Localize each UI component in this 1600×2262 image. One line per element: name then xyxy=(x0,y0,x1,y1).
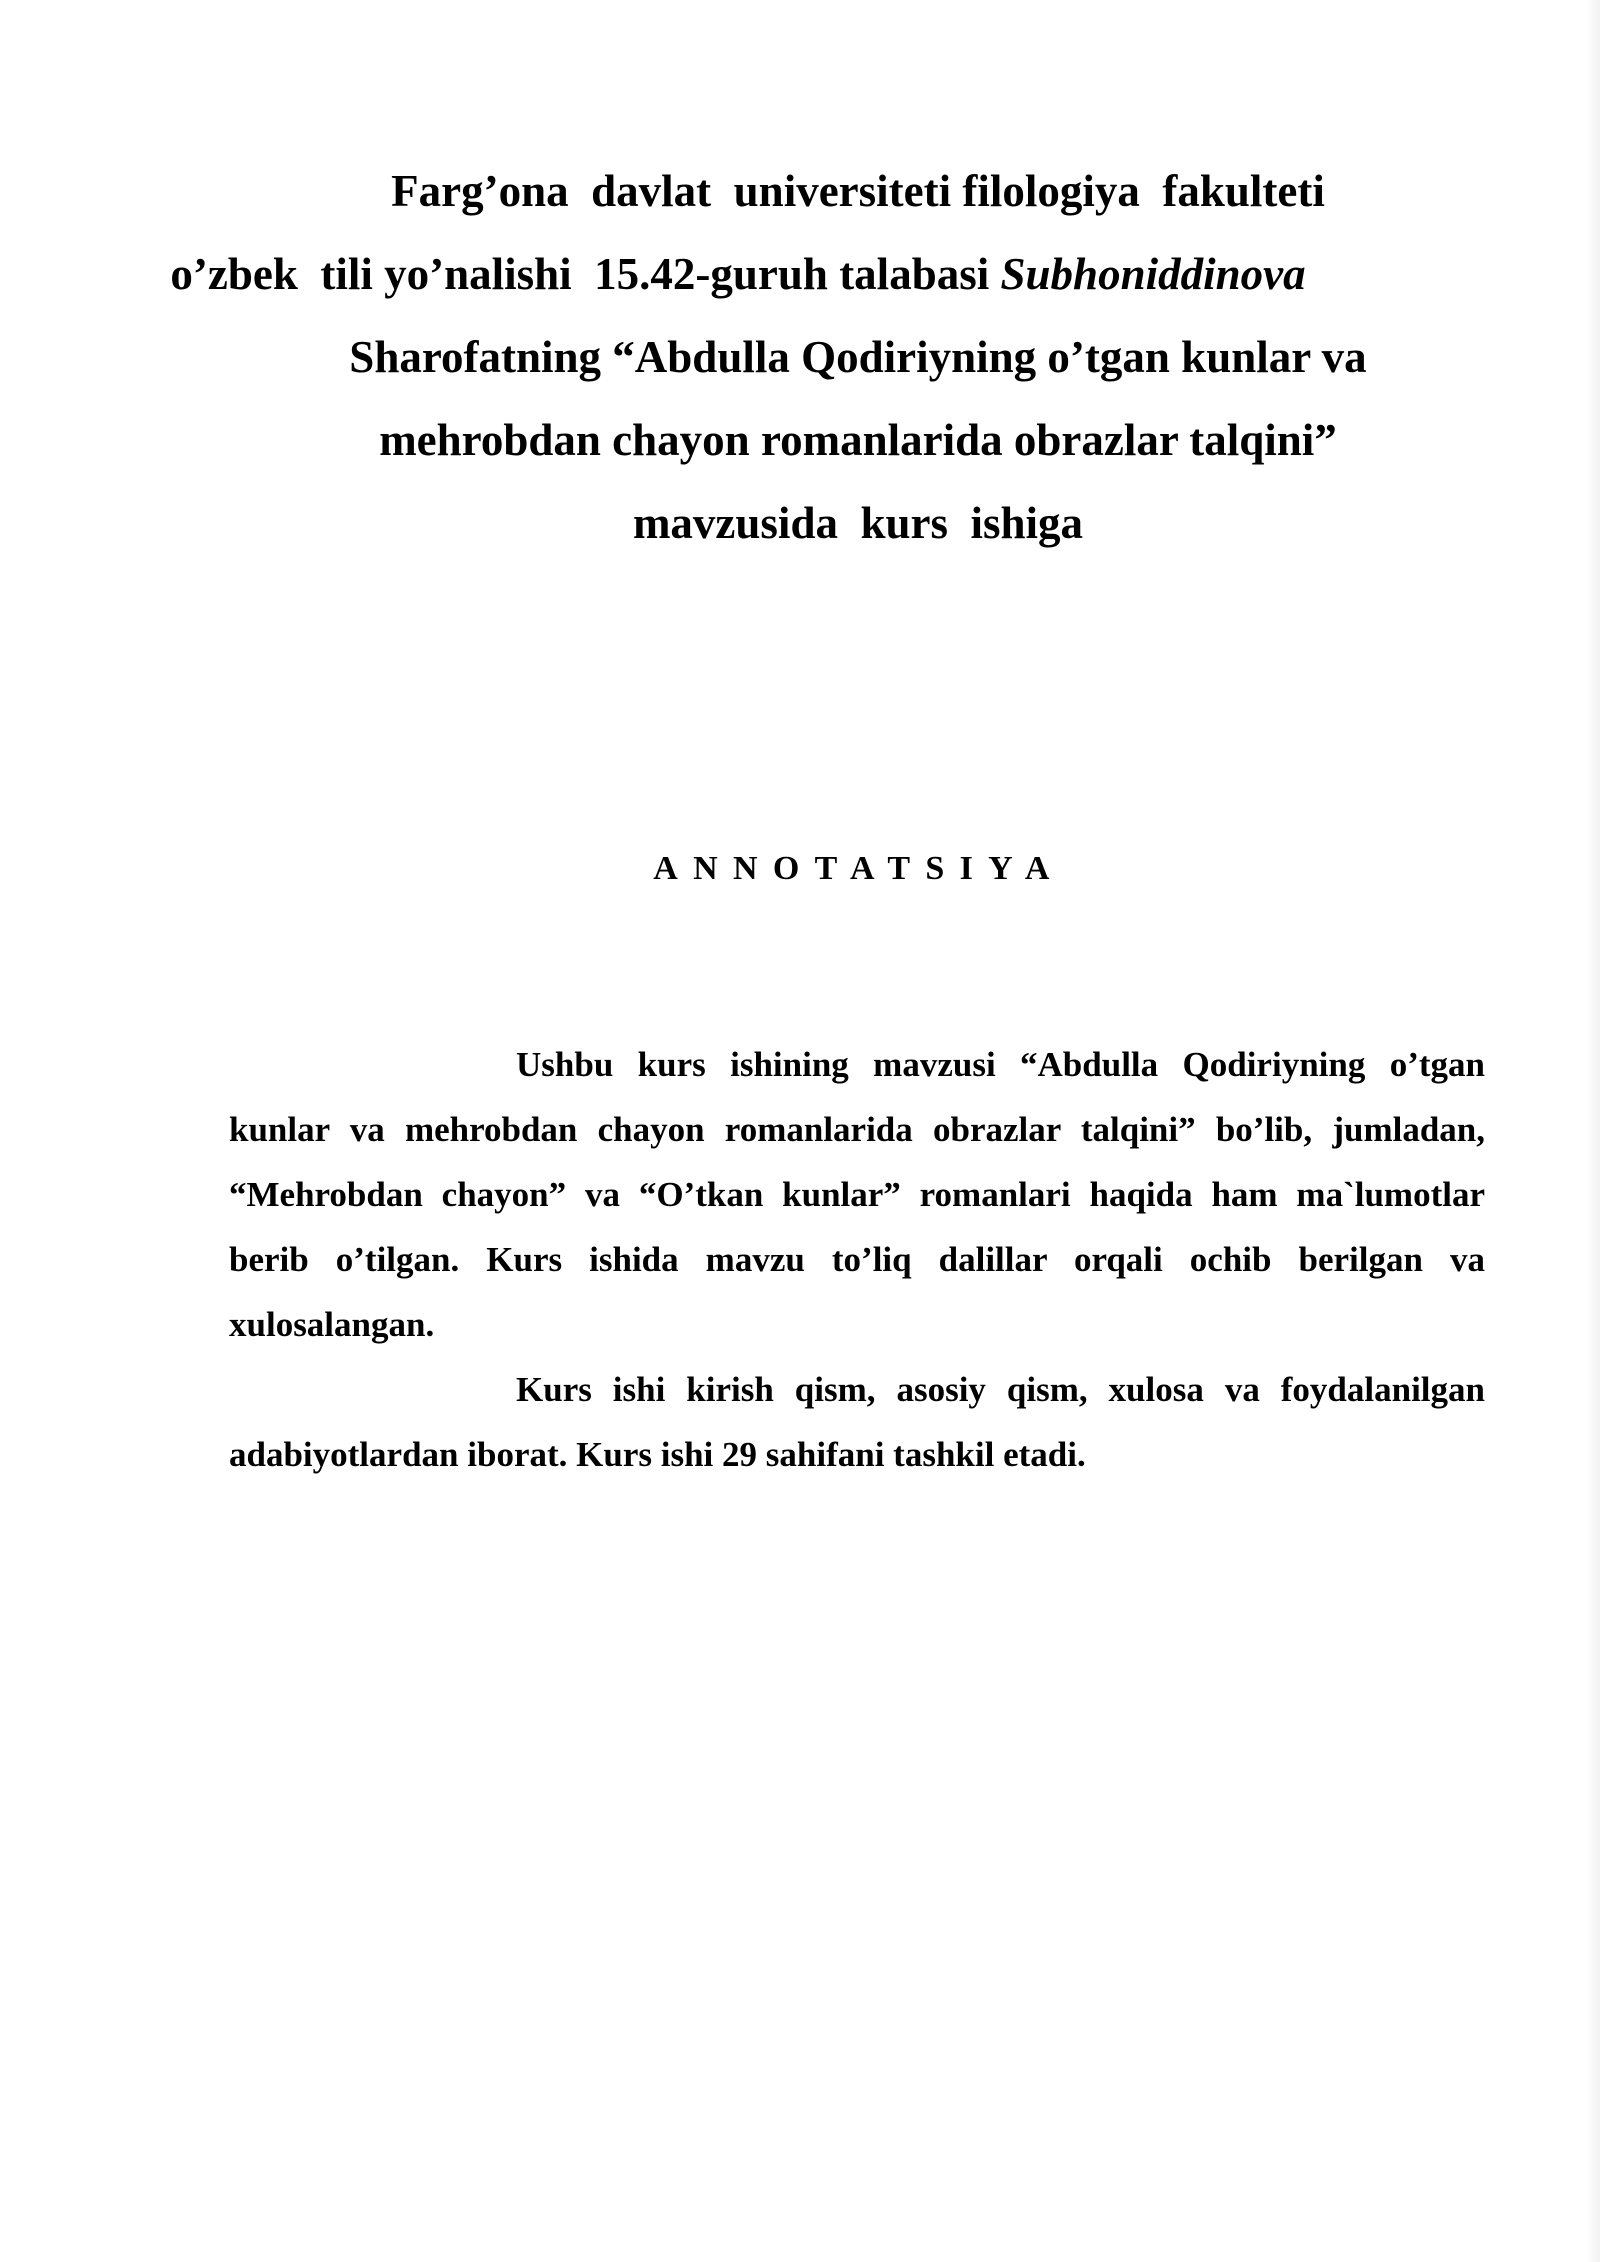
heading-line-5: mavzusida kurs ishiga xyxy=(632,498,1084,548)
annotation-paragraph-1: Ushbu kurs ishining mavzusi “Abdulla Qodiriyning o’tgan kunlar va mehrobdan chayon romanlarida obrazlar talqini” bo’lib, jumladan, “Mehrobdan chayon” va “O’tkan kunlar” romanlari haqida ham ma`lumotlar berib o’tilgan. Kurs ishida mavzu to’liq dalillar orqali ochib berilgan va xulosalangan. xyxy=(229,1045,1485,1344)
annotation-title: ANNOTATSIYA xyxy=(653,850,1065,887)
heading-line-2-text: o’zbek tili yo’nalishi 15.42-guruh talabasi xyxy=(170,249,1001,299)
page-edge-shadow xyxy=(1586,0,1600,2262)
heading-line-2 xyxy=(0,233,1488,316)
document-heading xyxy=(170,150,1488,565)
heading-line-1: Farg’ona davlat universiteti filologiya fakulteti xyxy=(391,166,1325,216)
annotation-body xyxy=(229,1032,1485,1487)
student-surname: Subhoniddinova xyxy=(1000,249,1306,299)
heading-line-4: mehrobdan chayon romanlarida obrazlar talqini” xyxy=(379,415,1337,465)
heading-line-3: Sharofatning “Abdulla Qodiriyning o’tgan kunlar va xyxy=(349,332,1367,382)
annotation-paragraph-2: Kurs ishi kirish qism, asosiy qism, xulosa va foydalanilgan adabiyotlardan iborat. Kurs ishi 29 sahifani tashkil etadi. xyxy=(229,1370,1485,1474)
